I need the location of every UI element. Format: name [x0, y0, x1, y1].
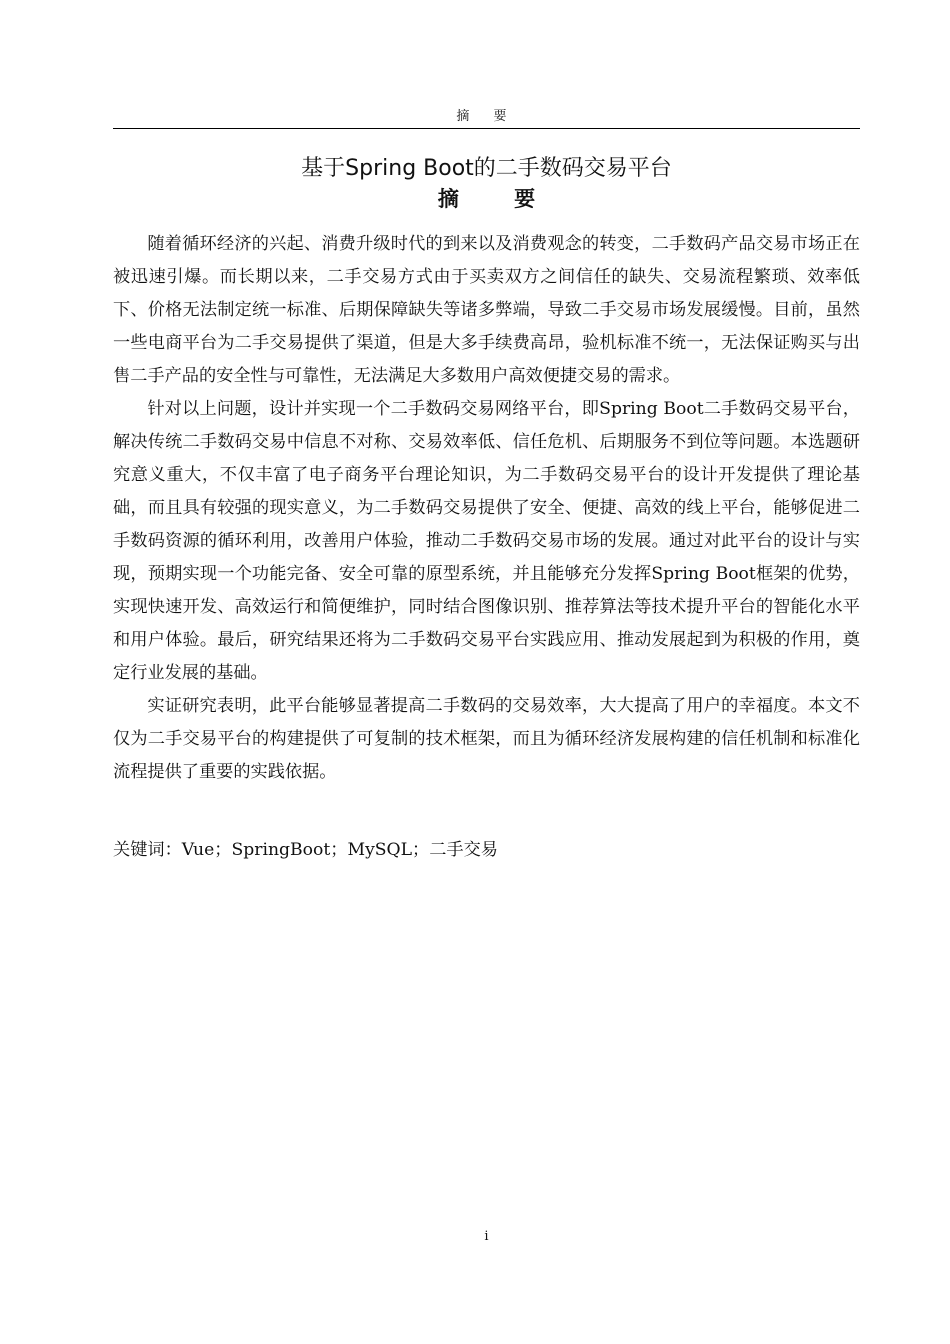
running-header: 摘 要: [456, 109, 517, 124]
keywords-line: 关键词：Vue；SpringBoot；MySQL；二手交易: [113, 840, 498, 860]
page-number: i: [484, 1229, 489, 1244]
abstract-body: [113, 228, 860, 789]
paper-title: 基于Spring Boot的二手数码交易平台: [301, 155, 672, 181]
abstract-heading: 摘 要: [437, 187, 560, 211]
abstract-paragraph-1: 随着循环经济的兴起、消费升级时代的到来以及消费观念的转变，二手数码产品交易市场正在被迅速引爆。而长期以来，二手交易方式由于买卖双方之间信任的缺失、交易流程繁琐、效率低下、价格无法制定统一标准、后期保障缺失等诸多弊端，导致二手交易市场发展缓慢。目前，虽然一些电商平台为二手交易提供了渠道，但是大多手续费高昂，验机标准不统一，无法保证购买与出售二手产品的安全性与可靠性，无法满足大多数用户高效便捷交易的需求。: [113, 234, 860, 386]
header-rule: [113, 128, 860, 129]
abstract-paragraph-3: 实证研究表明，此平台能够显著提高二手数码的交易效率，大大提高了用户的幸福度。本文不仅为二手交易平台的构建提供了可复制的技术框架，而且为循环经济发展构建的信任机制和标准化流程提供了重要的实践依据。: [113, 696, 860, 782]
abstract-paragraph-2: 针对以上问题，设计并实现一个二手数码交易网络平台，即Spring Boot二手数码交易平台，解决传统二手数码交易中信息不对称、交易效率低、信任危机、后期服务不到位等问题。本选题研究意义重大，不仅丰富了电子商务平台理论知识，为二手数码交易平台的设计开发提供了理论基础，而且具有较强的现实意义，为二手数码交易提供了安全、便捷、高效的线上平台，能够促进二手数码资源的循环利用，改善用户体验，推动二手数码交易市场的发展。通过对此平台的设计与实现，预期实现一个功能完备、安全可靠的原型系统，并且能够充分发挥Spring Boot框架的优势，实现快速开发、高效运行和简便维护，同时结合图像识别、推荐算法等技术提升平台的智能化水平和用户体验。最后，研究结果还将为二手数码交易平台实践应用、推动发展起到为积极的作用，奠定行业发展的基础。: [113, 399, 860, 683]
